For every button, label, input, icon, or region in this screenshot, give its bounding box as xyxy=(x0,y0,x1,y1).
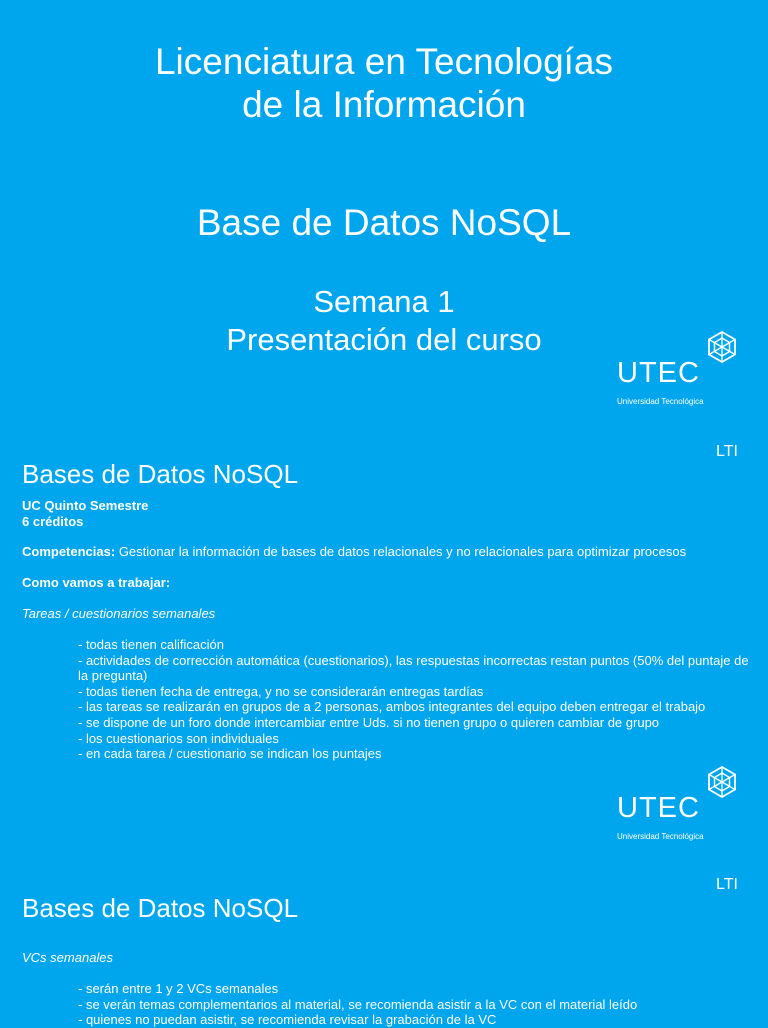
utec-hexagon-icon xyxy=(705,330,739,364)
how-we-work-label: Como vamos a trabajar: xyxy=(22,575,171,590)
lti-corner-label: LTI xyxy=(716,443,738,460)
list-item: - en cada tarea / cuestionario se indican los puntajes xyxy=(78,746,382,762)
competencias-label: Competencias: xyxy=(22,544,116,559)
list-item: - actividades de corrección automática (cuestionarios), las respuestas incorrectas restan puntos (50% del puntaje de la pregunta) xyxy=(78,652,749,684)
tasks-list xyxy=(78,637,758,762)
utec-wordmark: UTEC xyxy=(617,357,700,389)
week-label: Semana 1 xyxy=(313,284,455,319)
tasks-heading: Tareas / cuestionarios semanales xyxy=(22,606,216,621)
presentation-subtitle: Presentación del curso xyxy=(226,322,542,357)
list-item: - quienes no puedan asistir, se recomienda revisar la grabación de la VC xyxy=(78,1012,497,1028)
course-title: Base de Datos NoSQL xyxy=(196,202,572,243)
credits: 6 créditos xyxy=(22,514,84,529)
list-item: - se verán temas complementarios al material, se recomienda asistir a la VC con el material leído xyxy=(78,996,638,1012)
utec-wordmark: UTEC xyxy=(617,792,700,824)
list-item: - todas tienen calificación xyxy=(78,637,224,652)
uc-semester: UC Quinto Semestre xyxy=(22,498,149,513)
competencias-text: Gestionar la información de bases de datos relacionales y no relacionales para optimizar procesos xyxy=(115,544,687,559)
list-item: - serán entre 1 y 2 VCs semanales xyxy=(78,981,279,996)
competencias-line xyxy=(22,544,766,560)
utec-hexagon-icon xyxy=(705,765,739,799)
section-title: Bases de Datos NoSQL xyxy=(22,459,299,489)
list-item: - todas tienen fecha de entrega, y no se considerarán entregas tardías xyxy=(78,683,484,699)
utec-logo xyxy=(617,330,757,420)
utec-subtitle: Universidad Tecnológica xyxy=(617,397,704,406)
program-title-line2: de la Información xyxy=(242,84,526,125)
utec-subtitle: Universidad Tecnológica xyxy=(617,832,704,841)
vcs-list xyxy=(78,981,758,1028)
section-title: Bases de Datos NoSQL xyxy=(22,893,299,923)
vcs-heading: VCs semanales xyxy=(22,950,114,965)
title-block xyxy=(0,40,768,126)
list-item: - los cuestionarios son individuales xyxy=(78,730,279,746)
list-item: - se dispone de un foro donde intercambiar entre Uds. si no tienen grupo o quieren cambiar de grupo xyxy=(78,714,660,730)
list-item: - las tareas se realizarán en grupos de a 2 personas, ambos integrantes del equipo deben entregar el trabajo xyxy=(78,699,706,715)
program-title-line1: Licenciatura en Tecnologías xyxy=(154,41,614,82)
lti-corner-label: LTI xyxy=(716,876,738,893)
utec-logo xyxy=(617,765,757,855)
course-info xyxy=(22,498,148,530)
